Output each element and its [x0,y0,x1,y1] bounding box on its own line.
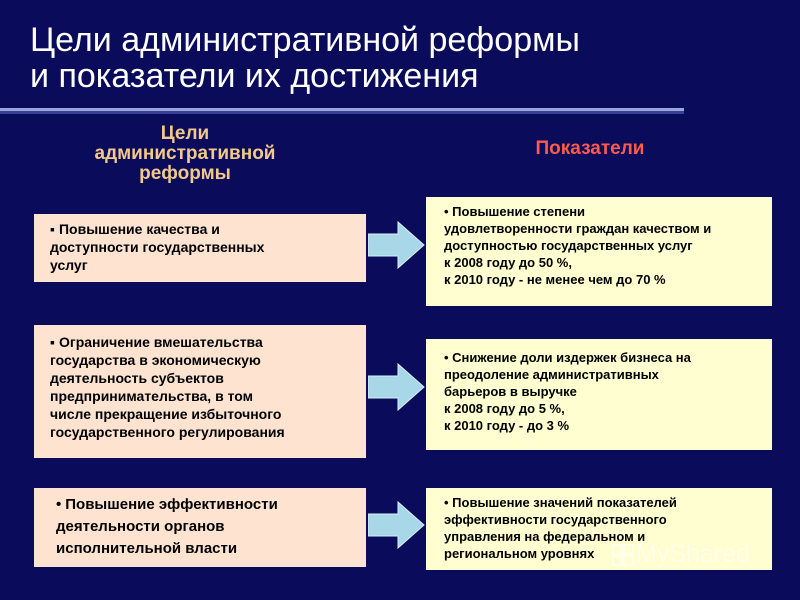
goal-text-line: исполнительной власти [56,540,238,557]
bullet-icon: • [56,496,62,513]
indicator-box-2 [426,339,772,450]
indicator-text-line: барьеров в выручке [444,384,577,399]
goal-text-line: • Повышение эффективности [56,496,278,513]
goal-text-line: государственного регулирования [50,424,285,440]
slide-title-line-1: Цели административной реформы [30,21,580,59]
indicator-text-line: удовлетворенности граждан качеством и [444,221,712,236]
goal-box-2 [34,325,366,458]
goal-text-line: государства в экономическую [50,352,261,368]
goals-header-line: Цели [160,123,210,144]
goal-text-line: доступности государственных [50,239,265,255]
goal-text-line: деятельность субъектов [50,370,224,386]
goal-text-line: деятельности органов [56,518,225,535]
bullet-icon: ▪ [50,334,55,350]
myshared-watermark [612,540,787,570]
indicator-text-line: • Повышение значений показателей [444,495,677,510]
indicator-text-line: • Снижение доли издержек бизнеса на [444,350,691,365]
indicator-text-line: доступностью государственных услуг [444,238,693,253]
goals-header-line: реформы [139,163,231,184]
indicator-text-line: к 2010 году - не менее чем до 70 % [444,272,666,287]
myshared-logo-icon [612,543,634,567]
indicator-box-1 [426,197,772,306]
indicator-text-line: эффективности государственного [444,512,667,527]
indicator-text-line: преодоление административных [444,367,659,382]
indicators-column-header: Показатели [535,138,645,159]
goal-text-line: ▪ Повышение качества и [50,221,220,237]
indicator-text-line: управления на федеральном и [444,529,646,544]
goal-box-3 [34,488,366,567]
goal-text-line: числе прекращение избыточного [50,406,282,422]
goal-text-line: ▪ Ограничение вмешательства [50,334,263,350]
right-arrow-icon [368,362,426,412]
indicator-text-line: • Повышение степени [444,204,586,219]
indicator-text-line: к 2010 году - до 3 % [444,418,570,433]
goal-text-line: услуг [50,257,88,273]
right-arrow-icon [368,220,426,270]
slide-title-line-2: и показатели их достижения [30,57,479,95]
bullet-icon: ▪ [50,221,55,237]
right-arrow-icon [368,500,426,550]
indicator-text-line: региональном уровнях [444,546,595,561]
slide-title [30,22,730,94]
goal-box-1 [34,214,366,282]
goal-text-line: предпринимательства, в том [50,388,253,404]
goals-header-line: административной [94,143,276,164]
watermark-text: MyShared [636,540,750,568]
indicator-text-line: к 2008 году до 5 %, [444,401,565,416]
goals-column-header [70,124,300,184]
indicator-text-line: к 2008 году до 50 %, [444,255,572,270]
title-underline [0,108,684,111]
